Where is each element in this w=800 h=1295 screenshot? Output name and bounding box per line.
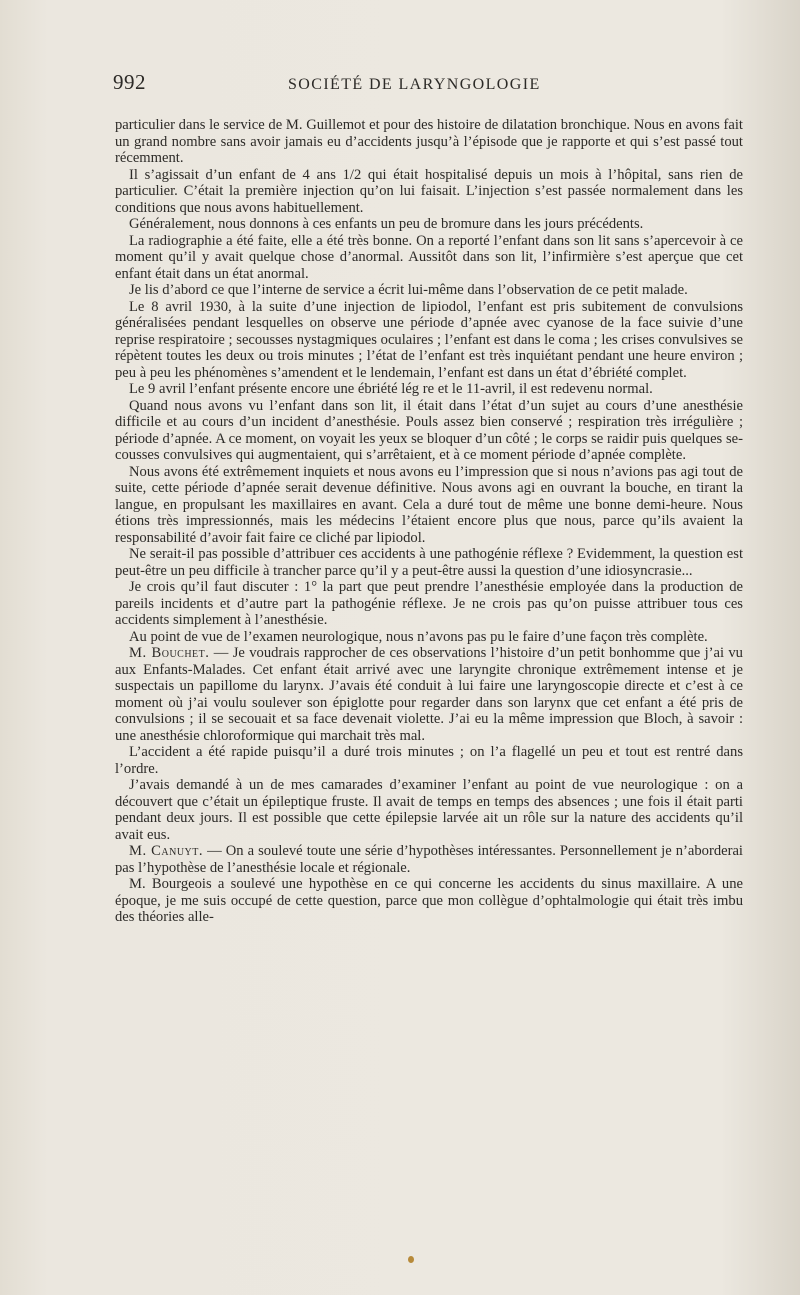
paragraph: Ne serait-il pas possible d’attribuer ces accidents à une pathogénie réflexe ? Evidemment, la question est peut-être un peu difficile à trancher parce qu’il y a peut-être aussi la question d’une idiosyncrasie... bbox=[115, 546, 743, 579]
paragraph: Au point de vue de l’examen neurologique, nous n’avons pas pu le faire d’une façon très complète. bbox=[129, 628, 708, 645]
speaker-name: M. Bouchet. bbox=[129, 645, 210, 661]
running-title: SOCIÉTÉ DE LARYNGOLOGIE bbox=[288, 76, 541, 93]
paragraph: M. Bouchet. — Je voudrais rapprocher de ces observations l’histoire d’un petit bonhomme que j’ai vu aux Enfants-Malades. Cet enfant était arrivé avec une laryngite chronique extrêmement intense et je suspectais un papillome du larynx. J’avais été conduit à lui faire une laryngoscopie directe et c’est à ce moment où j’ai voulu soulever son épiglotte pour regarder dans son larynx que cet enfant a été pris de convulsions ; il se secouait et sa face devenait violette. J’ai eu la même impression que Bloch, à savoir : une anesthésie chloroformique qui marchait très mal. bbox=[115, 645, 743, 744]
paragraph: M. Canuyt. — On a soulevé toute une série d’hypothèses intéressantes. Personnellement je n’aborderai pas l’hypothèse de l’anesthésie locale et régionale. bbox=[115, 843, 743, 876]
paragraph: Le 9 avril l’enfant présente encore une ébriété lég re et le 11-avril, il est redevenu normal. bbox=[129, 381, 653, 397]
ink-dot bbox=[408, 1256, 414, 1263]
speaker-name: M. Canuyt. bbox=[129, 843, 204, 859]
paragraph: Le 8 avril 1930, à la suite d’une injection de lipiodol, l’enfant est pris subitement de convulsions généralisées pendant lesquelles on observe une période d’apnée avec cyanose de la face suivie d’une reprise respiratoire ; secousses nystagmiques oculaires ; l’enfant est dans le coma ; les crises convulsives se répètent toutes les deux ou trois minutes ; l’état de l’enfant est très inquiétant pendant une heure environ ; peu à peu les phénomènes s’amendent et le lendemain, l’enfant est dans un état d’ébriété complet. bbox=[115, 298, 743, 381]
paragraph: Il s’agissait d’un enfant de 4 ans 1/2 qui était hospitalisé depuis un mois à l’hôpital, sans rien de particulier. C’était la première injection qu’on lui faisait. L’injection s’est passée normalement dans les conditions que nous avons habituellement. bbox=[115, 166, 743, 216]
paragraph: Nous avons été extrêmement inquiets et nous avons eu l’impression que si nous n’avions pas agi tout de suite, cette période d’apnée serait devenue définitive. Nous avons agi en ouvrant la bouche, en tirant la langue, en propulsant les maxillaires en avant. Cela a duré tout de même une bonne demi-heure. Nous étions très impressionnés, mais les médecins l’étaient encore plus que nous, parce qu’ils avaient la responsabilité d’avoir fait faire ce cliché par lipiodol. bbox=[115, 463, 743, 546]
paragraph: Je crois qu’il faut discuter : 1° la part que peut prendre l’anesthésie employée dans la production de pareils incidents et d’autre part la pathogénie réflexe. Je ne crois pas qu’on puisse attribuer tous ces accidents simplement à l’anesthésie. bbox=[115, 579, 743, 628]
paragraph: M. Bourgeois a soulevé une hypothèse en ce qui concerne les accidents du sinus maxillaire. A une époque, je me suis occupé de cette question, parce que mon collègue d’ophtalmologie qui était très imbu des théories alle- bbox=[115, 876, 743, 925]
page-number: 992 bbox=[113, 70, 146, 94]
paragraph: Quand nous avons vu l’enfant dans son lit, il était dans l’état d’un sujet au cours d’une anesthésie difficile et au cours d’un incident d’anesthésie. Pouls assez bien conservé ; respiration très irrégulière ; période d’apnée. A ce moment, on voyait les yeux se bloquer d’un côté ; le corps se raidir puis quelques secousses convulsives qui augmentaient, qui s’arrêtaient, et à ce moment période d’apnée complète. bbox=[115, 397, 743, 463]
page-header bbox=[113, 70, 743, 95]
paragraph: L’accident a été rapide puisqu’il a duré trois minutes ; on l’a flagellé un peu et tout est rentré dans l’ordre. bbox=[115, 744, 743, 777]
paragraph: J’avais demandé à un de mes camarades d’examiner l’enfant au point de vue neurologique : on a découvert que c’était un épileptique fruste. Il avait de temps en temps des absences ; une fois il était parti pendant deux jours. Il est possible que cette épilepsie larvée ait un rôle sur la nature des accidents qu’il avait eus. bbox=[115, 777, 743, 843]
paragraph: Généralement, nous donnons à ces enfants un peu de bromure dans les jours précédents. bbox=[129, 216, 644, 232]
paragraph: La radiographie a été faite, elle a été très bonne. On a reporté l’enfant dans son lit sans s’apercevoir à ce moment qu’il y avait quelque chose d’anormal. Aussitôt dans son lit, l’infirmière s’est aperçue que cet enfant était dans un état anormal. bbox=[115, 232, 743, 282]
paragraph: Je lis d’abord ce que l’interne de service a écrit lui-même dans l’observation de ce petit malade. bbox=[129, 282, 688, 298]
paragraph: particulier dans le service de M. Guillemot et pour des histoire de dilatation bronchique. Nous en avons fait un grand nombre sans avoir jamais eu d’accidents jusqu’à l’épisode que je rapporte et qui s’est passé tout récemment. bbox=[115, 117, 743, 166]
body-text bbox=[115, 117, 743, 926]
